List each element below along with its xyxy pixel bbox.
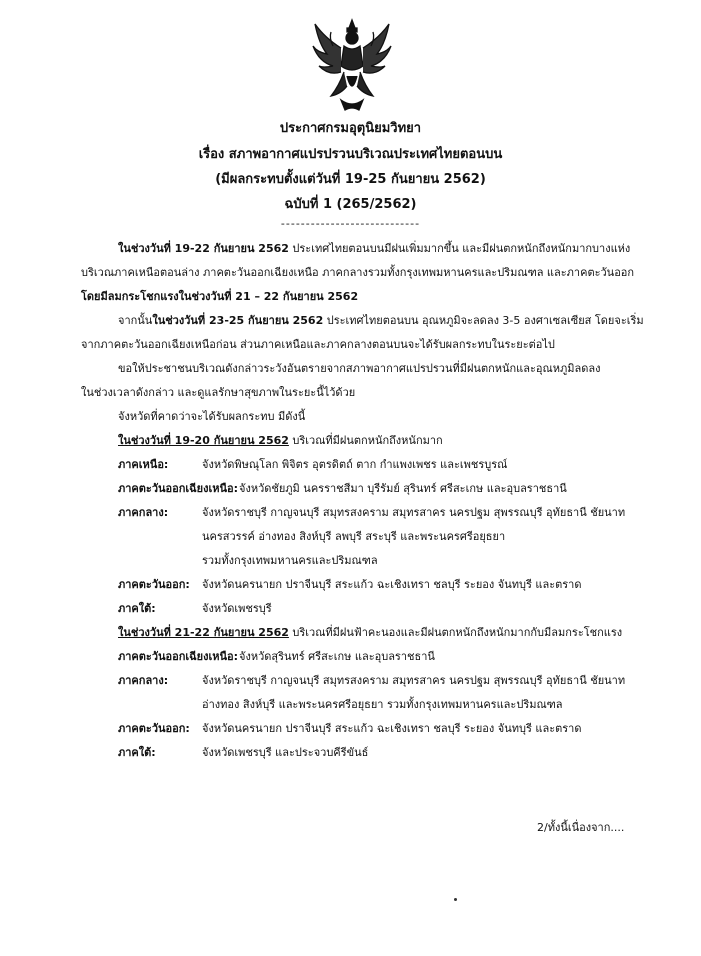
section-1-heading bbox=[118, 433, 443, 449]
section-1-region-north-label: ภาคเหนือ: bbox=[118, 458, 169, 471]
paragraph-1-text: ประเทศไทยตอนบนมีฝนเพิ่มมากขึ้น และมีฝนตกหนักถึงหนักมากบางแห่ง bbox=[288, 242, 631, 255]
section-2-region-central-label: ภาคกลาง: bbox=[118, 674, 169, 687]
scan-speck bbox=[454, 898, 457, 901]
section-1-region-central-provinces: รวมทั้งกรุงเทพมหานครและปริมณฑล bbox=[202, 554, 378, 567]
section-1-region-east-label: ภาคตะวันออก: bbox=[118, 578, 190, 591]
paragraph-2-line-1 bbox=[118, 313, 644, 329]
continued-note: 2/ทั้งนี้เนื่องจาก.... bbox=[537, 821, 625, 834]
section-1-region-east-provinces: จังหวัดนครนายก ปราจีนบุรี สระแก้ว ฉะเชิงเทรา ชลบุรี ระยอง จันทบุรี และตราด bbox=[202, 578, 582, 591]
paragraph-1-line-2: บริเวณภาคเหนือตอนล่าง ภาคตะวันออกเฉียงเหนือ ภาคกลางรวมทั้งกรุงเทพมหานครและปริมณฑล และภาคตะวันออก bbox=[81, 266, 635, 279]
effective-period: (มีผลกระทบตั้งแต่วันที่ 19-25 กันยายน 2562) bbox=[215, 172, 486, 187]
section-1-region-north-provinces: จังหวัดพิษณุโลก พิจิตร อุตรดิตถ์ ตาก กำแพงเพชร และเพชรบูรณ์ bbox=[202, 458, 508, 471]
section-2-region-central-provinces: อ่างทอง สิงห์บุรี และพระนครศรีอยุธยา รวมทั้งกรุงเทพมหานครและปริมณฑล bbox=[202, 698, 563, 711]
paragraph-2-lead: จากนั้น bbox=[118, 314, 153, 327]
document-subject: เรื่อง สภาพอากาศแปรปรวนบริเวณประเทศไทยตอนบน bbox=[198, 147, 503, 162]
garuda-emblem-icon bbox=[311, 16, 393, 112]
divider-line: ---------------------------- bbox=[280, 217, 421, 230]
section-2-date: ในช่วงวันที่ 21-22 กันยายน 2562 bbox=[118, 626, 289, 639]
paragraph-2-text: ประเทศไทยตอนบน อุณหภูมิจะลดลง 3-5 องศาเซลเซียส โดยจะเริ่ม bbox=[323, 314, 644, 327]
paragraph-2-line-2: จากภาคตะวันออกเฉียงเหนือก่อน ส่วนภาคเหนือและภาคกลางตอนบนจะได้รับผลกระทบในระยะต่อไป bbox=[81, 338, 555, 351]
section-2-heading bbox=[118, 625, 622, 641]
section-1-date: ในช่วงวันที่ 19-20 กันยายน 2562 bbox=[118, 434, 289, 447]
section-1-description: บริเวณที่มีฝนตกหนักถึงหนักมาก bbox=[288, 434, 443, 447]
section-1-region-south-label: ภาคใต้: bbox=[118, 602, 156, 615]
period-2-highlight: ในช่วงวันที่ 23-25 กันยายน 2562 bbox=[152, 314, 324, 327]
section-1-region-central-provinces: จังหวัดราชบุรี กาญจนบุรี สมุทรสงคราม สมุทรสาคร นครปฐม สุพรรณบุรี อุทัยธานี ชัยนาท bbox=[202, 506, 626, 519]
section-2-region-central-provinces: จังหวัดราชบุรี กาญจนบุรี สมุทรสงคราม สมุทรสาคร นครปฐม สุพรรณบุรี อุทัยธานี ชัยนาท bbox=[202, 674, 626, 687]
paragraph-3-line-2: ในช่วงเวลาดังกล่าว และดูแลรักษาสุขภาพในระยะนี้ไว้ด้วย bbox=[81, 386, 356, 399]
section-1-region-central-label: ภาคกลาง: bbox=[118, 506, 169, 519]
section-1-region-northeast-provinces: จังหวัดชัยภูมิ นครราชสีมา บุรีรัมย์ สุรินทร์ ศรีสะเกษ และอุบลราชธานี bbox=[239, 482, 567, 495]
issue-number: ฉบับที่ 1 (265/2562) bbox=[284, 197, 417, 212]
document-title: ประกาศกรมอุตุนิยมวิทยา bbox=[279, 121, 422, 136]
affected-provinces-intro: จังหวัดที่คาดว่าจะได้รับผลกระทบ มีดังนี้ bbox=[118, 410, 306, 423]
paragraph-1-line-3: โดยมีลมกระโชกแรงในช่วงวันที่ 21 – 22 กันยายน 2562 bbox=[81, 290, 359, 303]
section-2-region-northeast-label: ภาคตะวันออกเฉียงเหนือ: bbox=[118, 650, 239, 663]
section-2-region-east-label: ภาคตะวันออก: bbox=[118, 722, 190, 735]
section-2-region-northeast-provinces: จังหวัดสุรินทร์ ศรีสะเกษ และอุบลราชธานี bbox=[239, 650, 435, 663]
section-2-region-south-label: ภาคใต้: bbox=[118, 746, 156, 759]
section-1-region-northeast-label: ภาคตะวันออกเฉียงเหนือ: bbox=[118, 482, 239, 495]
section-2-region-south-provinces: จังหวัดเพชรบุรี และประจวบคีรีขันธ์ bbox=[202, 746, 369, 759]
period-1-highlight: ในช่วงวันที่ 19-22 กันยายน 2562 bbox=[118, 242, 289, 255]
section-1-region-central-provinces: นครสวรรค์ อ่างทอง สิงห์บุรี ลพบุรี สระบุรี และพระนครศรีอยุธยา bbox=[202, 530, 506, 543]
paragraph-1-line-1 bbox=[118, 241, 630, 257]
section-2-region-east-provinces: จังหวัดนครนายก ปราจีนบุรี สระแก้ว ฉะเชิงเทรา ชลบุรี ระยอง จันทบุรี และตราด bbox=[202, 722, 582, 735]
section-1-region-south-provinces: จังหวัดเพชรบุรี bbox=[202, 602, 272, 615]
paragraph-3-line-1: ขอให้ประชาชนบริเวณดังกล่าวระวังอันตรายจากสภาพอากาศแปรปรวนที่มีฝนตกหนักและอุณหภูมิลดลง bbox=[118, 362, 601, 375]
section-2-description: บริเวณที่มีฝนฟ้าคะนองและมีฝนตกหนักถึงหนักมากกับมีลมกระโชกแรง bbox=[288, 626, 623, 639]
